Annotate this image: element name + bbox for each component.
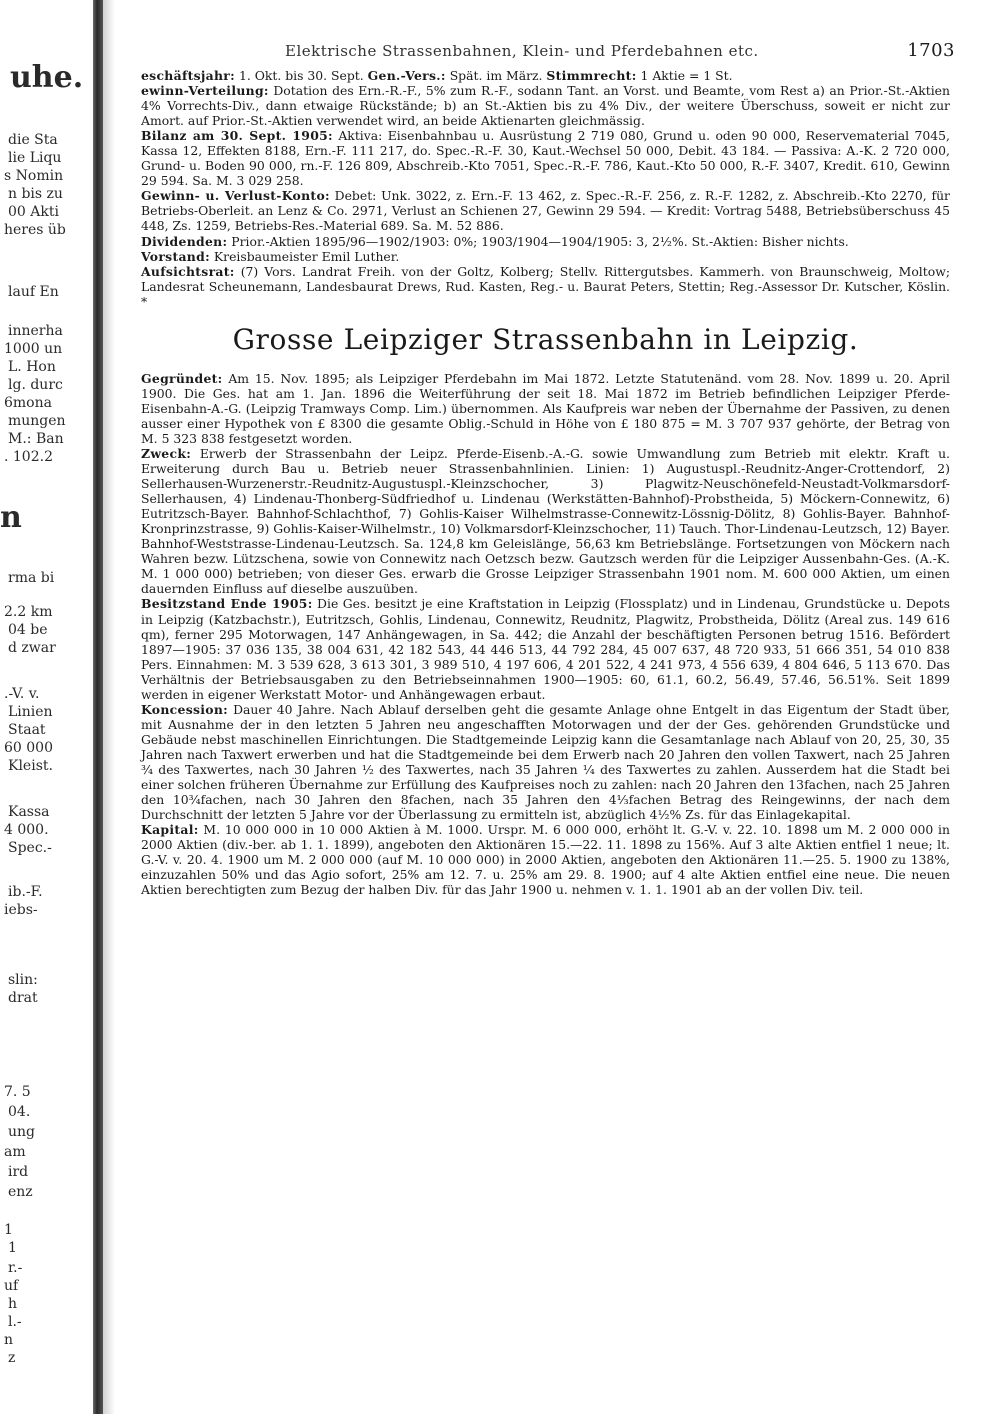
company-paragraph-label: Koncession: bbox=[141, 701, 229, 717]
left-page-fragment-text: s Nomin bbox=[4, 168, 64, 184]
prev-company-paragraph bbox=[141, 264, 950, 309]
page bbox=[135, 40, 955, 1410]
left-page-fragment-text: uhe. bbox=[10, 60, 84, 95]
company-paragraph bbox=[141, 702, 950, 822]
left-page-fragment-text: . 102.2 bbox=[4, 449, 53, 465]
company-paragraph bbox=[141, 822, 950, 897]
left-page-fragment-text: Kleist. bbox=[8, 758, 53, 774]
prev-company-paragraph-label: Aufsichtsrat: bbox=[141, 263, 235, 279]
company-paragraph-label: Gegründet: bbox=[141, 370, 223, 386]
prev-company-section bbox=[141, 68, 950, 309]
left-page-fragment-text: am bbox=[4, 1144, 26, 1160]
prev-company-firstline bbox=[141, 68, 950, 83]
prev-company-paragraph-text: Kreisbaumeister Emil Luther. bbox=[209, 248, 400, 264]
geschaeftsjahr-label: eschäftsjahr: bbox=[141, 68, 235, 83]
running-head bbox=[135, 40, 955, 64]
left-page-fragment-text: 04 be bbox=[8, 622, 48, 638]
left-page-fragment-text: ib.-F. bbox=[8, 884, 43, 900]
company-paragraph-text: Die Ges. besitzt je eine Kraftstation in Leipzig (Flossplatz) und in Lindenau, Grundstücke u. Depots in Leipzig (Katzbachstr.), Eutritzsch, Gohlis, Lindenau, Connewitz, Reudnitz, Plagwitz, Probstheida, Dölitz (Areal zus. 149 616 qm), ferner 295 Motorwagen, 147 Anhängewagen, in Sa. 442; die Anzahl der beschäftigten Personen betrug 1516. Befördert 1897—1905: 37 036 135, 38 004 631, 42 182 543, 44 446 513, 44 792 284, 45 007 637, 48 720 933, 51 666 351, 54 010 838 Pers. Einnahmen: M. 3 539 628, 3 613 301, 3 989 510, 4 197 606, 4 201 522, 4 241 973, 4 556 639, 4 804 646, 5 113 670. Das Verhältnis der Betriebsausgaben zu den Betriebseinnahmen 1900—1905: 60, 61.1, 60.2, 56.49, 57.46, 56.51%. Seit 1899 werden in eigener Werkstatt Motor- und Anhängewagen erbaut. bbox=[141, 596, 950, 702]
left-page-fragment-text: 04. bbox=[8, 1104, 31, 1120]
left-page-fragment-text: .-V. v. bbox=[4, 686, 40, 702]
left-page-fragment-text: Spec.- bbox=[8, 840, 52, 856]
left-page-fragment-text: 7. 5 bbox=[4, 1084, 31, 1100]
running-head-title: Elektrische Strassenbahnen, Klein- und Pferdebahnen etc. bbox=[285, 42, 759, 60]
stimmrecht-text: 1 Aktie = 1 St. bbox=[636, 68, 733, 83]
prev-company-paragraph-label: Gewinn- u. Verlust-Konto: bbox=[141, 188, 330, 204]
prev-company-paragraph-text: Debet: Unk. 3022, z. Ern.-F. 13 462, z. Spec.-R.-F. 256, z. R.-F. 1282, z. Abschreib.-Kto 2270, für Betriebs-Oberleit. an Lenz & Co. 2971, Verlust an Schienen 27, Gewinn 29 594. — Kredit: Vortrag 5488, Betriebsüberschuss 45 448, Zs. 1259, Betriebs-Res.-Material 689. Sa. M. 52 886. bbox=[141, 188, 950, 234]
left-page-fragment-text: L. Hon bbox=[8, 359, 56, 375]
company-title: Grosse Leipziger Strassenbahn in Leipzig. bbox=[232, 322, 859, 356]
prev-company-paragraph-text: Prior.-Aktien 1895/96—1902/1903: 0%; 1903/1904—1904/1905: 3, 2½%. St.-Aktien: Bisher nichts. bbox=[227, 233, 849, 249]
prev-company-paragraph-text: Aktiva: Eisenbahnbau u. Ausrüstung 2 719 080, Grund u. oden 90 000, Reservematerial 7045, Kassa 12, Effekten 8188, Ern.-F. 111 217, do. Spec.-R.-F. 30, Kaut.-Wechsel 50 000, Debit. 43 184. — Passiva: A.-K. 2 720 000, Grund- u. Boden 90 000, rn.-F. 126 809, Abschreib.-Kto 7051, Spec.-R.-F. 786, Kaut.-Kto 50 000, R.-F. 3407, Kredit. 610, Gewinn 29 594. Sa. M. 3 029 258. bbox=[141, 128, 950, 189]
company-paragraph-text: Dauer 40 Jahre. Nach Ablauf derselben geht die gesamte Anlage ohne Entgelt in das Eigentum der Stadt über, mit Ausnahme der in den letzten 5 Jahren neu angeschafften Motorwagen und der der Ges. gehörenden Grundstücke und Gebäude nebst maschinellen Einrichtungen. Die Stadtgemeinde Leipzig kann die Gesamtanlage nach Ablauf von 20, 25, 30, 35 Jahren nach Taxwert erwerben und hat die Stadtgemeinde bei dem Erwerb nach 20 Jahren den vollen Taxwert, nach 25 Jahren ¾ des Taxwertes, nach 30 Jahren ½ des Taxwertes, nach 35 Jahren ¼ des Taxwertes zu zahlen. Ausserdem hat die Stadt bei einer solchen früheren Übernahme zur Erfüllung des Kaufpreises noch zu zahlen: nach 20 Jahren den 13fachen, nach 25 Jahren den 10¾fachen, nach 30 Jahren den 8fachen, nach 35 Jahren den 4⅓fachen Betrag des Reingewinns, der nach dem Durchschnitt der letzten 5 Jahre vor der Überlassung zu ermitteln ist, abzüglich 4½% Zs. für das Einlagekapital. bbox=[141, 701, 950, 823]
left-page-fragment-text: uf bbox=[4, 1278, 19, 1294]
prev-company-paragraph-text: (7) Vors. Landrat Freih. von der Goltz, Kolberg; Stellv. Rittergutsbes. Kammerh. von Braunschweig, Moltow; Landesrat Scheunemann, Landesbaurat Drews, Rud. Kasten, Reg.- u. Baurat Peters, Stettin; Reg.-Assessor Dr. Kutscher, Köslin. * bbox=[141, 263, 950, 309]
prev-company-paragraph bbox=[141, 83, 950, 128]
company-paragraph-text: M. 10 000 000 in 10 000 Aktien à M. 1000. Urspr. M. 6 000 000, erhöht lt. G.-V. v. 22. 10. 1898 um M. 2 000 000 in 2000 Aktien (div.-ber. ab 1. 1. 1899), angeboten den Aktionären 15.—22. 11. 1898 zu 156%. Auf 3 alte Aktien entfiel 1 neue; lt. G.-V. v. 20. 4. 1900 um M. 2 000 000 (auf M. 10 000 000) in 2000 Aktien, angeboten den Aktionären 11.—25. 5. 1900 zu 138%, einzuzahlen 50% und das Agio sofort, 25% am 12. 7. u. 25% am 29. 8. 1900; auf 4 alte Aktien entfiel eine neue. Die neuen Aktien berechtigten zum Bezug der halben Div. für das Jahr 1900 u. nehmen v. 1. 1. 1901 ab an der vollen Div. teil. bbox=[141, 822, 950, 898]
left-page-fragment-text: 1 bbox=[4, 1222, 13, 1238]
geschaeftsjahr-text: 1. Okt. bis 30. Sept. bbox=[235, 68, 368, 83]
left-page-fragment-text: 60 000 bbox=[4, 740, 53, 756]
company-paragraph bbox=[141, 596, 950, 701]
spine-shadow bbox=[103, 0, 115, 1414]
left-page-fragment-text: M.: Ban bbox=[8, 431, 64, 447]
left-page-fragment-text: 2.2 km bbox=[4, 604, 53, 620]
left-page-fragment-text: Staat bbox=[8, 722, 46, 738]
prev-company-paragraph bbox=[141, 128, 950, 188]
gen-vers-text: Spät. im März. bbox=[445, 68, 547, 83]
left-page-fragment-text: Kassa bbox=[8, 804, 50, 820]
book-spine bbox=[93, 0, 103, 1414]
stimmrecht-label: Stimmrecht: bbox=[546, 68, 637, 83]
left-page-fragment-text: lauf En bbox=[8, 284, 59, 300]
left-page-fragment-text: 6mona bbox=[4, 395, 52, 411]
left-page-fragment-text: ung bbox=[8, 1124, 35, 1140]
left-page-fragment-text: 1 bbox=[8, 1240, 17, 1256]
left-page-fragment-text: enz bbox=[8, 1184, 33, 1200]
prev-company-paragraph-label: Vorstand: bbox=[141, 248, 210, 264]
left-page-fragment-text: mungen bbox=[8, 413, 66, 429]
company-paragraph-text: Am 15. Nov. 1895; als Leipziger Pferdebahn im Mai 1872. Letzte Statutenänd. vom 28. Nov. 1899 u. 20. April 1900. Die Ges. hat am 1. Jan. 1896 die Weiterführung der seit 18. Mai 1872 im Betrieb befindlichen Leipziger Pferde-Eisenbahn-A.-G. (Leipzig Tramways Comp. Lim.) übernommen. Als Kaufpreis war neben der Übernahme der Passiven, zu denen ausser einer Hypothek von £ 8300 die gesamte Oblig.-Schuld in Höhe von £ 180 875 = M. 3 707 937 gehörte, der Betrag von M. 5 323 838 festgesetzt worden. bbox=[141, 370, 950, 446]
prev-company-paragraph-text: Dotation des Ern.-R.-F., 5% zum R.-F., sodann Tant. an Vorst. und Beamte, vom Rest a) an Prior.-St.-Aktien 4% Vorrechts-Div., dann etwaige Rückstände; b) an St.-Aktien bis zu 4% Div., der weitere Überschuss, soweit er nicht zur Amort. auf Prior.-St.-Aktien verwendet wird, an beide Aktienarten gleichmässig. bbox=[141, 83, 950, 129]
left-page-fragment-text: n bbox=[4, 1332, 14, 1348]
prev-company-paragraph bbox=[141, 249, 950, 264]
company-paragraph-label: Besitzstand Ende 1905: bbox=[141, 596, 313, 612]
left-page-fragment-text: l.- bbox=[8, 1314, 22, 1330]
left-page-fragment bbox=[0, 0, 92, 1414]
company-paragraph-label: Kapital: bbox=[141, 822, 199, 838]
left-page-fragment-text: heres üb bbox=[4, 222, 66, 238]
company-paragraph bbox=[141, 371, 950, 446]
gen-vers-label: Gen.-Vers.: bbox=[367, 68, 446, 83]
left-page-fragment-text: innerha bbox=[8, 323, 63, 339]
left-page-fragment-text: h bbox=[8, 1296, 18, 1312]
left-page-fragment-text: 00 Akti bbox=[8, 204, 59, 220]
left-page-fragment-text: rma bi bbox=[8, 570, 55, 586]
left-page-fragment-text: ird bbox=[8, 1164, 29, 1180]
prev-company-paragraph-label: Bilanz am 30. Sept. 1905: bbox=[141, 128, 333, 144]
prev-company-paragraph bbox=[141, 188, 950, 233]
left-page-fragment-text: iebs- bbox=[4, 902, 38, 918]
left-page-fragment-text: n bis zu bbox=[8, 186, 63, 202]
left-page-fragment-text: drat bbox=[8, 990, 38, 1006]
left-page-fragment-text: z bbox=[8, 1350, 16, 1366]
left-page-fragment-text: 1000 un bbox=[4, 341, 63, 357]
left-page-fragment-text: 4 000. bbox=[4, 822, 49, 838]
page-body bbox=[135, 68, 950, 897]
left-page-fragment-text: slin: bbox=[8, 972, 38, 988]
prev-company-paragraphs bbox=[141, 83, 950, 309]
company-paragraphs bbox=[141, 371, 950, 898]
prev-company-paragraph bbox=[141, 234, 950, 249]
page-number: 1703 bbox=[907, 40, 955, 61]
left-page-fragment-text: d zwar bbox=[8, 640, 56, 656]
company-paragraph-label: Zweck: bbox=[141, 445, 192, 461]
company-paragraph bbox=[141, 446, 950, 596]
left-page-fragment-text: n bbox=[0, 500, 22, 535]
prev-company-paragraph-label: ewinn-Verteilung: bbox=[141, 83, 269, 99]
left-page-fragment-text: r.- bbox=[8, 1260, 23, 1276]
left-page-fragment-text: die Sta bbox=[8, 132, 58, 148]
left-page-fragment-text: lg. durc bbox=[8, 377, 63, 393]
prev-company-paragraph-label: Dividenden: bbox=[141, 233, 228, 249]
left-page-fragment-text: lie Liqu bbox=[8, 150, 62, 166]
left-page-fragment-text: Linien bbox=[8, 704, 53, 720]
company-paragraph-text: Erwerb der Strassenbahn der Leipz. Pferde-Eisenb.-A.-G. sowie Umwandlung zum Betrieb mit elektr. Kraft u. Erweiterung durch Bau u. Betrieb neuer Strassenbahnlinien. Linien: 1) Augustuspl.-Reudnitz-Anger-Crottendorf, 2) Sellerhausen-Wurzenerstr.-Reudnitz-Augustuspl.-Kleinzschocher, 3) Plagwitz-Neuschönefeld-Neustadt-Volkmarsdorf-Sellerhausen, 4) Lindenau-Thonberg-Südfriedhof u. Lindenau (Werkstätten-Bahnhof)-Probstheida, 5) Möckern-Connewitz, 6) Eutritzsch-Bayer. Bahnhof-Schlachthof, 7) Gohlis-Kaiser Wilhelmstrasse-Connewitz-Lössnig-Dölitz, 8) Gohlis-Bayer. Bahnhof-Kronprinzstrasse, 9) Gohlis-Kaiser-Wilhelmstr., 10) Volkmarsdorf-Kleinzschocher, 11) Tauch. Thor-Lindenau-Leutzsch, 12) Bayer. Bahnhof-Weststrasse-Lindenau-Leutzsch. Sa. 124,8 km Geleislänge, 56,63 km Betriebslänge. Fortsetzungen von Möckern nach Wahren bezw. Lützschena, sowie von Connewitz nach Oetzsch bezw. Gautzsch werden für die Leipziger Aussenbahn-Ges. (A.-K. M. 1 000 000) betrieben; von dieser Ges. erwarb die Grosse Leipziger Strassenbahn 1901 nom. M. 600 000 Aktien, um einen dauernden Einfluss auf dieselbe auszuüben. bbox=[141, 445, 950, 597]
